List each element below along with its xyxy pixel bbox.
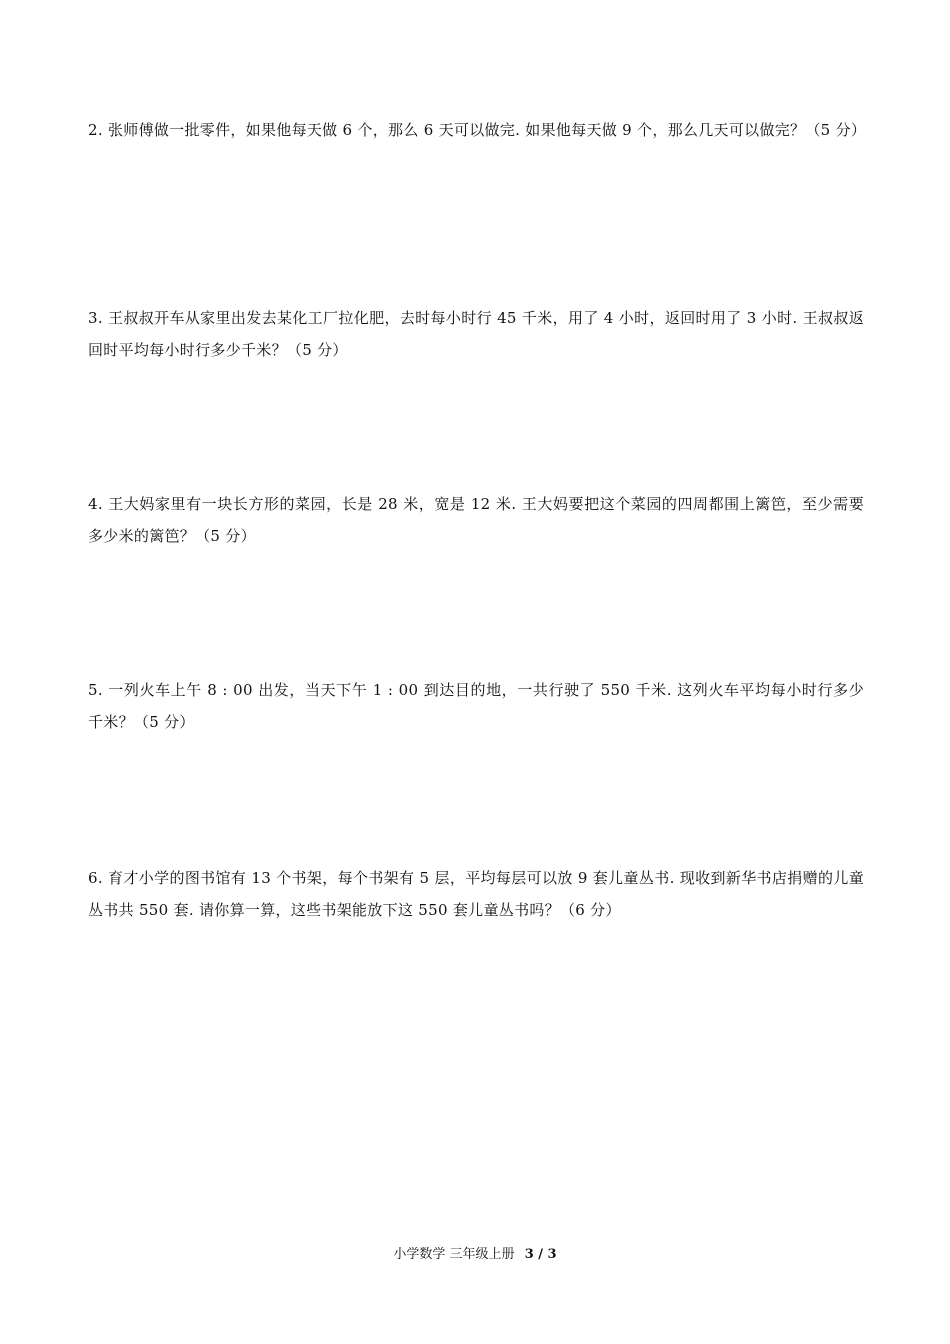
question-5: 5. 一列火车上午 8 : 00 出发，当天下午 1 : 00 到达目的地，一共行驶了 550 千米. 这列火车平均每小时行多少千米？（5 分） [88, 681, 864, 731]
page-number: 3 / 3 [524, 1247, 557, 1262]
page-footer [0, 1246, 950, 1264]
question-2: 2. 张师傅做一批零件，如果他每天做 6 个，那么 6 天可以做完. 如果他每天做 9 个，那么几天可以做完？（5 分） [88, 121, 867, 139]
question-6: 6. 育才小学的图书馆有 13 个书架，每个书架有 5 层，平均每层可以放 9 套儿童丛书. 现收到新华书店捐赠的儿童丛书共 550 套. 请你算一算，这些书架能放下这 550 套儿童丛书吗？（6 分） [88, 869, 864, 919]
footer-title: 小学数学 三年级上册 [393, 1247, 515, 1262]
question-4: 4. 王大妈家里有一块长方形的菜园，长是 28 米，宽是 12 米. 王大妈要把这个菜园的四周都围上篱笆，至少需要多少米的篱笆？（5 分） [88, 495, 864, 545]
question-3: 3. 王叔叔开车从家里出发去某化工厂拉化肥，去时每小时行 45 千米，用了 4 小时，返回时用了 3 小时. 王叔叔返回时平均每小时行多少千米？（5 分） [88, 309, 864, 359]
